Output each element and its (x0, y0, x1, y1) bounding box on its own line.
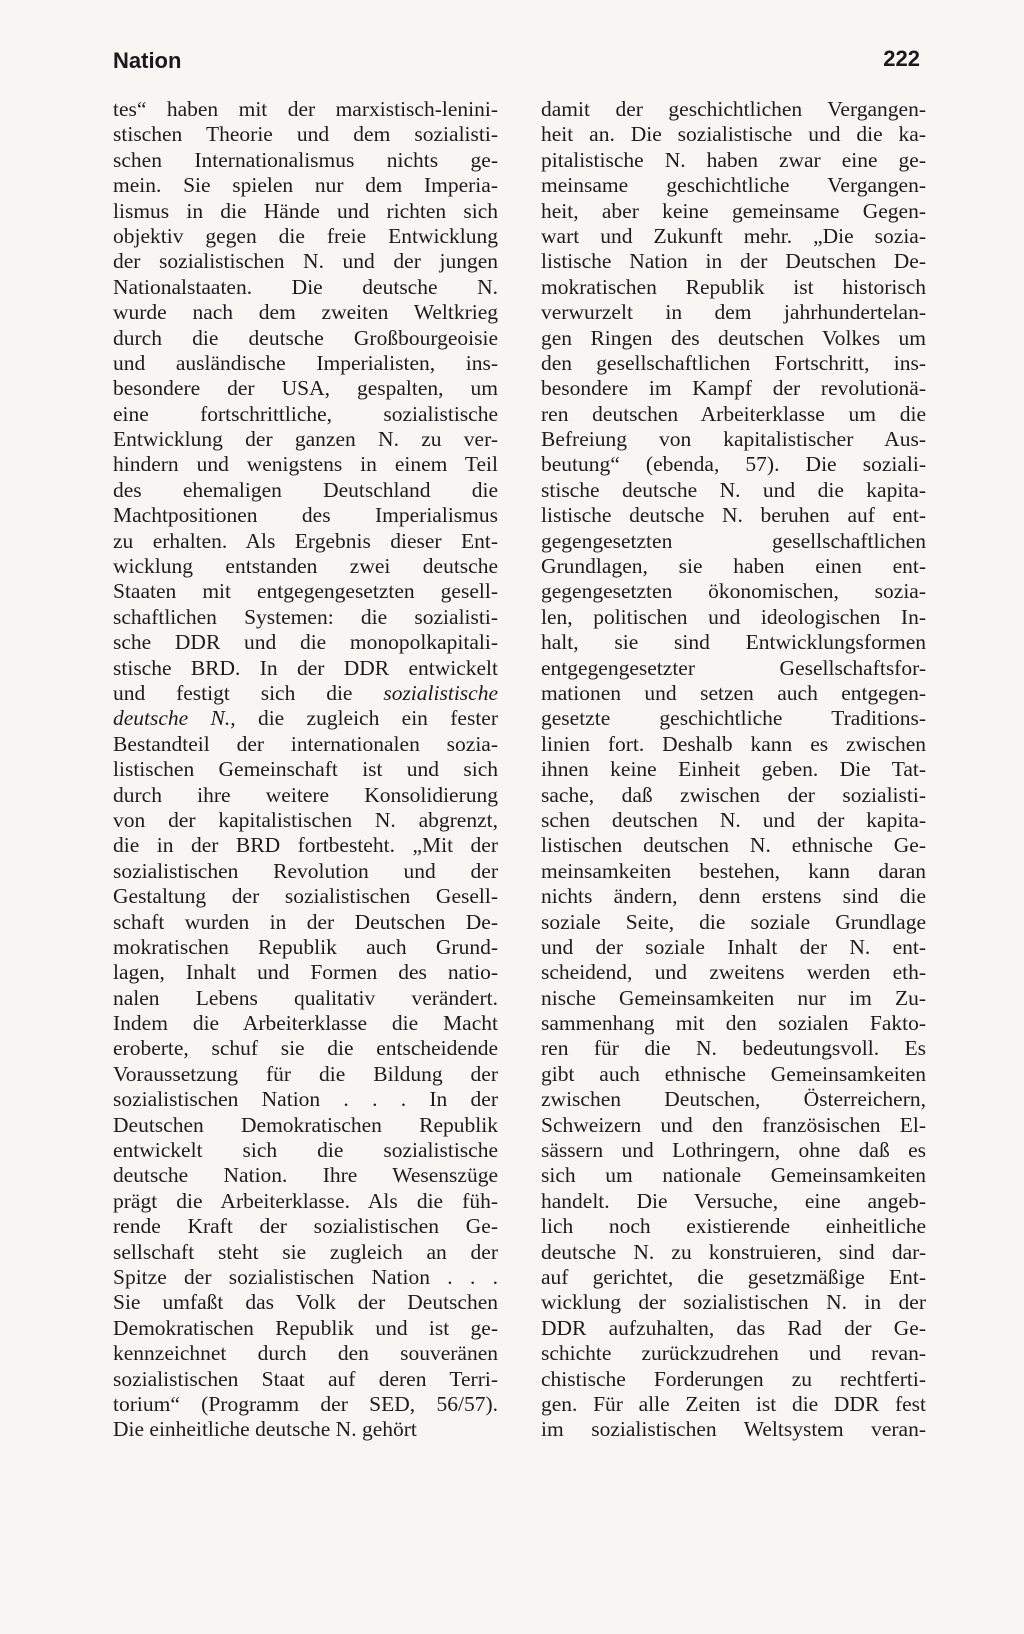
text-line: prägt die Arbeiterklasse. Als die füh- (113, 1188, 498, 1213)
left-text-column (113, 97, 498, 1443)
text-line: zu erhalten. Als Ergebnis dieser Ent- (113, 528, 498, 553)
emphasized-term: deutsche N., (113, 706, 236, 731)
text-line: durch die deutsche Großbourgeoisie (113, 325, 498, 350)
text-line: Demokratischen Republik und ist ge- (113, 1315, 498, 1340)
text-line: Machtpositionen des Imperialismus (113, 503, 498, 528)
running-header-title: Nation (113, 48, 182, 73)
text-line: deutsche N. zu konstruieren, sind dar- (541, 1239, 926, 1264)
text-line: schen deutschen N. und der kapita- (541, 807, 926, 832)
text-line: len, politischen und ideologischen In- (541, 604, 926, 629)
text-line: stische BRD. In der DDR entwickelt (113, 655, 498, 680)
text-line: lich noch existierende einheitliche (541, 1214, 926, 1239)
text-line: ren für die N. bedeutungsvoll. Es (541, 1036, 926, 1061)
text-line: gegengesetzten ökonomischen, sozia- (541, 579, 926, 604)
text-line: wart und Zukunft mehr. „Die sozia- (541, 223, 926, 248)
text-line: hindern und wenigstens in einem Teil (113, 452, 498, 477)
emphasized-term: sozialistische (383, 680, 498, 705)
text-line: des ehemaligen Deutschland die (113, 477, 498, 502)
text-line: der sozialistischen N. und der jungen (113, 249, 498, 274)
text-line: meinsame geschichtliche Vergangen- (541, 173, 926, 198)
text-line: sache, daß zwischen der sozialisti- (541, 782, 926, 807)
text-line: ihnen keine Einheit geben. Die Tat- (541, 757, 926, 782)
text-line: gibt auch ethnische Gemeinsamkeiten (541, 1061, 926, 1086)
text-line: halt, sie sind Entwicklungsformen (541, 630, 926, 655)
text-line: Staaten mit entgegengesetzten gesell- (113, 579, 498, 604)
text-line: Sie umfaßt das Volk der Deutschen (113, 1290, 498, 1315)
text-line: chistische Forderungen zu rechtferti- (541, 1366, 926, 1391)
text-line: wicklung der sozialistischen N. in der (541, 1290, 926, 1315)
text-line: die in der BRD fortbesteht. „Mit der (113, 833, 498, 858)
text-line: ren deutschen Arbeiterklasse um die (541, 401, 926, 426)
text-line: sozialistischen Staat auf deren Terri- (113, 1366, 498, 1391)
text-line: gen. Für alle Zeiten ist die DDR fest (541, 1391, 926, 1416)
text-line: sammenhang mit den sozialen Fakto- (541, 1011, 926, 1036)
text-line: heit an. Die sozialistische und die ka- (541, 122, 926, 147)
text-line: damit der geschichtlichen Vergangen- (541, 97, 926, 121)
text-line: Schweizern und den französischen El- (541, 1112, 926, 1137)
text-line: Befreiung von kapitalistischer Aus- (541, 427, 926, 452)
text-line: eine fortschrittliche, sozialistische (113, 401, 498, 426)
text-line: listische deutsche N. beruhen auf ent- (541, 503, 926, 528)
text-line: von der kapitalistischen N. abgrenzt, (113, 807, 498, 832)
text-line: torium“ (Programm der SED, 56/57). (113, 1391, 498, 1416)
text-line: linien fort. Deshalb kann es zwischen (541, 731, 926, 756)
text-line: stische deutsche N. und die kapita- (541, 477, 926, 502)
text-line: Voraussetzung für die Bildung der (113, 1061, 498, 1086)
text-line: mokratischen Republik auch Grund- (113, 934, 498, 959)
text-line: lismus in die Hände und richten sich (113, 198, 498, 223)
text-line: sche DDR und die monopolkapitali- (113, 630, 498, 655)
text-line: handelt. Die Versuche, eine angeb- (541, 1188, 926, 1213)
text-line: deutsche N., die zugleich ein fester (113, 706, 498, 731)
text-line: und der soziale Inhalt der N. ent- (541, 934, 926, 959)
text-line: durch ihre weitere Konsolidierung (113, 782, 498, 807)
text-line: Gestaltung der sozialistischen Gesell- (113, 884, 498, 909)
text-line: schaftlichen Systemen: die sozialisti- (113, 604, 498, 629)
text-line: Bestandteil der internationalen sozia- (113, 731, 498, 756)
text-line: sässern und Lothringern, ohne daß es (541, 1138, 926, 1163)
text-line: meinsamkeiten bestehen, kann daran (541, 858, 926, 883)
text-line: mein. Sie spielen nur dem Imperia- (113, 173, 498, 198)
text-line: sozialistischen Nation . . . In der (113, 1087, 498, 1112)
text-line: schen Internationalismus nichts ge- (113, 147, 498, 172)
text-line: nalen Lebens qualitativ verändert. (113, 985, 498, 1010)
text-line: pitalistische N. haben zwar eine ge- (541, 147, 926, 172)
text-line: Deutschen Demokratischen Republik (113, 1112, 498, 1137)
text-line: im sozialistischen Weltsystem veran- (541, 1417, 926, 1442)
text-line: mokratischen Republik ist historisch (541, 274, 926, 299)
text-line: sellschaft steht sie zugleich an der (113, 1239, 498, 1264)
text-line: Die einheitliche deutsche N. gehört (113, 1417, 417, 1442)
text-line: wurde nach dem zweiten Weltkrieg (113, 300, 498, 325)
text-line: verwurzelt in dem jahrhundertelan- (541, 300, 926, 325)
text-line: wicklung entstanden zwei deutsche (113, 554, 498, 579)
text-line: nichts ändern, denn erstens sind die (541, 884, 926, 909)
text-line: schichte zurückzudrehen und revan- (541, 1341, 926, 1366)
text-line: soziale Seite, die soziale Grundlage (541, 909, 926, 934)
text-line: kennzeichnet durch den souveränen (113, 1341, 498, 1366)
text-line: nische Gemeinsamkeiten nur im Zu- (541, 985, 926, 1010)
text-line: sozialistischen Revolution und der (113, 858, 498, 883)
text-line: schaft wurden in der Deutschen De- (113, 909, 498, 934)
text-line: sich um nationale Gemeinsamkeiten (541, 1163, 926, 1188)
text-line: listischen Gemeinschaft ist und sich (113, 757, 498, 782)
text-line: und ausländische Imperialisten, ins- (113, 350, 498, 375)
text-line: gen Ringen des deutschen Volkes um (541, 325, 926, 350)
text-line: eroberte, schuf sie die entscheidende (113, 1036, 498, 1061)
text-line: Entwicklung der ganzen N. zu ver- (113, 427, 498, 452)
text-line: besondere im Kampf der revolutionä- (541, 376, 926, 401)
text-line: scheidend, und zweitens werden eth- (541, 960, 926, 985)
text-line: objektiv gegen die freie Entwicklung (113, 223, 498, 248)
text-line: gegengesetzten gesellschaftlichen (541, 528, 926, 553)
text-line: deutsche Nation. Ihre Wesenszüge (113, 1163, 498, 1188)
text-line: stischen Theorie und dem sozialisti- (113, 122, 498, 147)
page-number: 222 (883, 46, 920, 71)
text-line: den gesellschaftlichen Fortschritt, ins- (541, 350, 926, 375)
text-line: entwickelt sich die sozialistische (113, 1138, 498, 1163)
text-line: zwischen Deutschen, Österreichern, (541, 1087, 926, 1112)
text-line: mationen und setzen auch entgegen- (541, 680, 926, 705)
text-line: listische Nation in der Deutschen De- (541, 249, 926, 274)
text-line: gesetzte geschichtliche Traditions- (541, 706, 926, 731)
text-line: Indem die Arbeiterklasse die Macht (113, 1011, 498, 1036)
text-line: entgegengesetzter Gesellschaftsfor- (541, 655, 926, 680)
text-line: Grundlagen, sie haben einen ent- (541, 554, 926, 579)
text-line: lagen, Inhalt und Formen des natio- (113, 960, 498, 985)
text-line: und festigt sich die sozialistische (113, 680, 498, 705)
text-line: listischen deutschen N. ethnische Ge- (541, 833, 926, 858)
text-line: Nationalstaaten. Die deutsche N. (113, 274, 498, 299)
text-line: DDR aufzuhalten, das Rad der Ge- (541, 1315, 926, 1340)
text-line: heit, aber keine gemeinsame Gegen- (541, 198, 926, 223)
text-line: tes“ haben mit der marxistisch-lenini- (113, 97, 498, 121)
text-line: besondere der USA, gespalten, um (113, 376, 498, 401)
text-line: Spitze der sozialistischen Nation . . . (113, 1264, 498, 1289)
text-line: beutung“ (ebenda, 57). Die soziali- (541, 452, 926, 477)
text-line: rende Kraft der sozialistischen Ge- (113, 1214, 498, 1239)
right-text-column (541, 97, 926, 1443)
text-line: auf gerichtet, die gesetzmäßige Ent- (541, 1264, 926, 1289)
